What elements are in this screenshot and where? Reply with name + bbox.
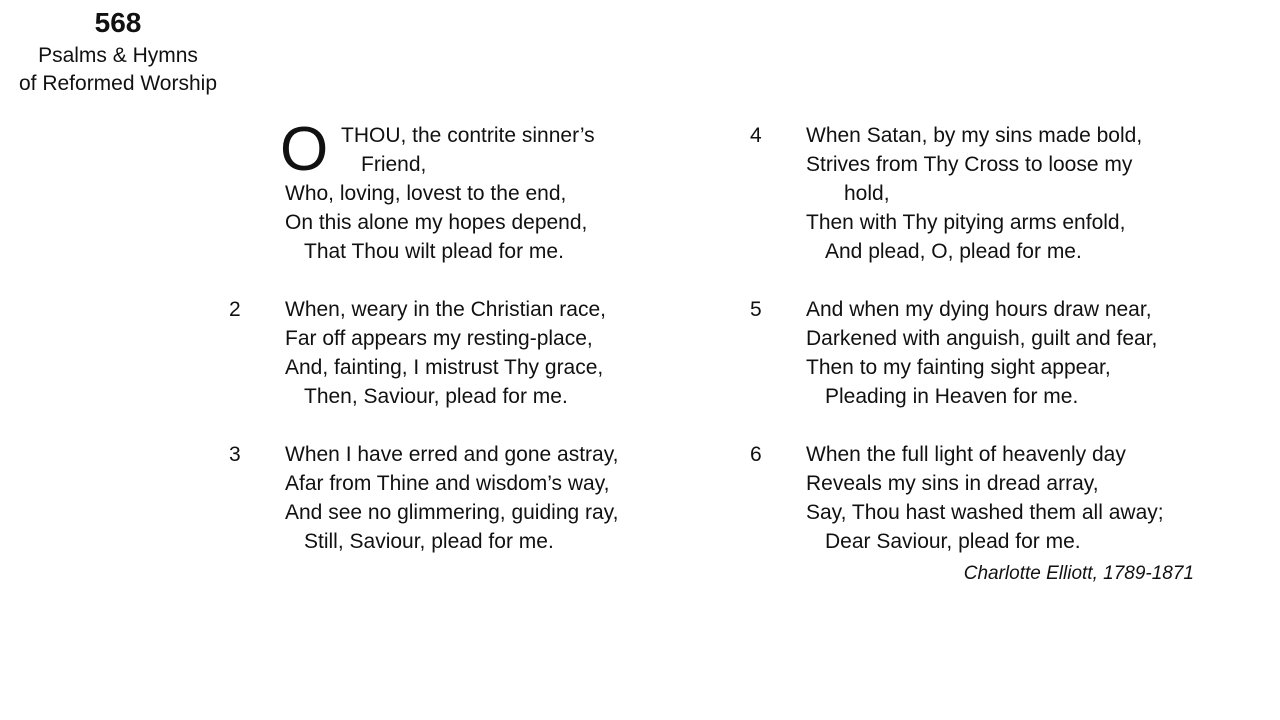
verse-line: Strives from Thy Cross to loose my [806, 153, 1133, 176]
stanza-5 [747, 295, 1164, 411]
stanza-3-lines [285, 440, 618, 556]
hymnal-title-line2: of Reformed Worship [18, 72, 218, 95]
hymn-header [0, 6, 236, 98]
right-column [747, 121, 1164, 585]
left-column [226, 115, 619, 585]
verse-line: Who, loving, lovest to the end, [285, 182, 567, 205]
verse-line: And plead, O, plead for me. [825, 240, 1082, 263]
verse-line: Afar from Thine and wisdom’s way, [285, 472, 610, 495]
stanza-number: 6 [750, 443, 762, 466]
hymnal-title-line1: Psalms & Hymns [38, 44, 198, 67]
verse-line: And when my dying hours draw near, [806, 298, 1152, 321]
hymn-number: 568 [94, 7, 142, 38]
verse-line: Darkened with anguish, guilt and fear, [806, 327, 1158, 350]
author-credit: Charlotte Elliott, 1789-1871 [963, 563, 1194, 584]
stanza-number: 3 [229, 443, 241, 466]
stanza-3 [226, 440, 618, 556]
stanza-number: 4 [750, 124, 762, 147]
hymnal-title [0, 42, 236, 98]
verse-line: hold, [844, 182, 890, 205]
verse-line: Then, Saviour, plead for me. [304, 385, 568, 408]
verse-line: When Satan, by my sins made bold, [806, 124, 1143, 147]
stanza-5-lines [806, 295, 1164, 411]
stanza-1 [226, 115, 618, 266]
verse-line: Then with Thy pitying arms enfold, [806, 211, 1126, 234]
verse-line: Pleading in Heaven for me. [825, 385, 1079, 408]
verse-line: Friend, [361, 153, 427, 176]
stanza-number: 5 [750, 298, 762, 321]
verse-line: That Thou wilt plead for me. [304, 240, 564, 263]
stanza-4-lines [806, 121, 1164, 266]
stanza-6-lines [806, 440, 1164, 556]
drop-cap: O [280, 115, 329, 184]
verse-line: When the full light of heavenly day [806, 443, 1126, 466]
stanza-2-lines [285, 295, 618, 411]
stanza-6 [747, 440, 1164, 556]
verse-line: Dear Saviour, plead for me. [825, 530, 1081, 553]
verse-line: On this alone my hopes depend, [285, 211, 588, 234]
verse-line: Reveals my sins in dread array, [806, 472, 1099, 495]
stanza-4 [747, 121, 1164, 266]
verse-line: Still, Saviour, plead for me. [304, 530, 554, 553]
verse-line: When, weary in the Christian race, [285, 298, 606, 321]
verse-line: When I have erred and gone astray, [285, 443, 619, 466]
verse-line: Then to my fainting sight appear, [806, 356, 1111, 379]
verse-line: Say, Thou hast washed them all away; [806, 501, 1164, 524]
stanza-number: 2 [229, 298, 241, 321]
verse-line: Far off appears my resting-place, [285, 327, 593, 350]
verse-line: THOU, the contrite sinner’s [341, 124, 595, 147]
verse-line: And see no glimmering, guiding ray, [285, 501, 619, 524]
stanza-1-lines [280, 115, 618, 266]
verse-line: And, fainting, I mistrust Thy grace, [285, 356, 604, 379]
stanza-2 [226, 295, 618, 411]
